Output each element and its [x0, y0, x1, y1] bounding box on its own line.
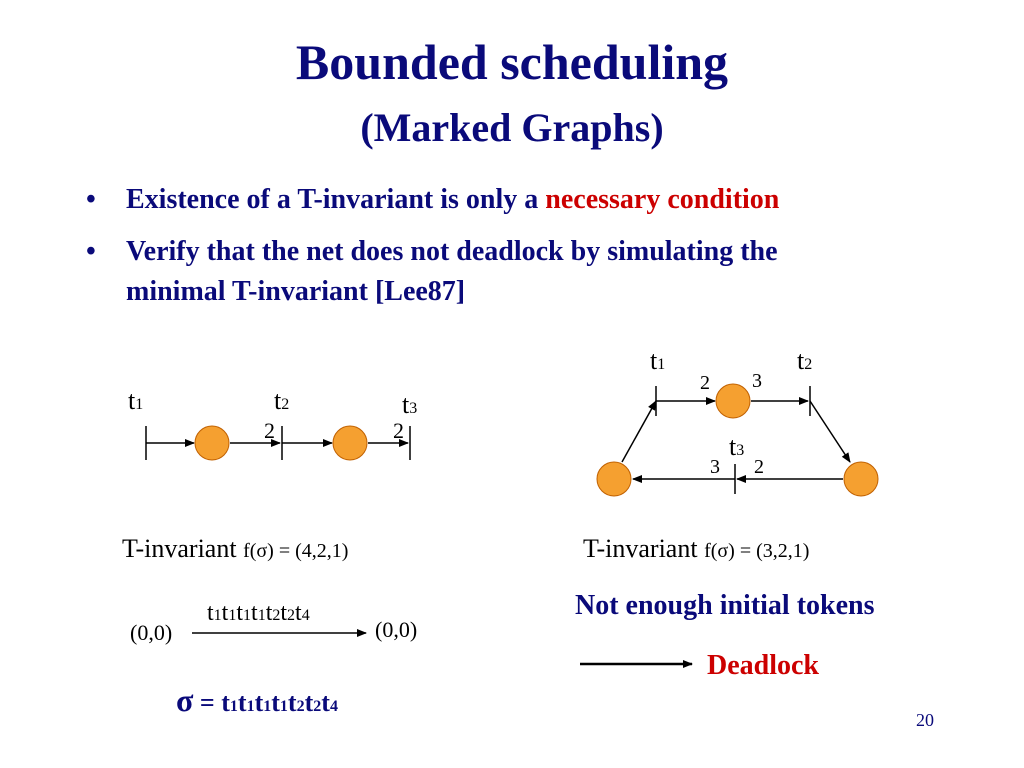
- right-t3-label: t3: [729, 432, 745, 461]
- seq-start-state: (0,0): [130, 620, 173, 645]
- left-net: [146, 426, 410, 460]
- right-arc-p2-t1: [622, 401, 656, 462]
- left-invariant: T-invariant f(σ) = (4,2,1): [122, 534, 349, 563]
- bullet-1-highlight: necessary condition: [545, 184, 780, 215]
- bullet-dot: •: [86, 184, 96, 215]
- page-number: 20: [916, 710, 934, 730]
- right-t1-label: t1: [650, 346, 666, 375]
- right-arc-t2-p3: [810, 401, 850, 462]
- firing-sequence: t1t1t1t1t2t2t4: [207, 600, 310, 626]
- bullet-dot: •: [86, 236, 96, 267]
- left-t3-label: t3: [402, 390, 418, 419]
- left-t1-label: t1: [128, 386, 144, 415]
- not-enough-tokens-note: Not enough initial tokens: [575, 590, 875, 621]
- right-weight-bottom-2: 2: [754, 456, 764, 478]
- deadlock-label: Deadlock: [707, 650, 819, 681]
- right-place-3: [844, 462, 878, 496]
- left-place-2: [333, 426, 367, 460]
- bullet-2-line-2: minimal T-invariant [Lee87]: [126, 276, 466, 307]
- right-t2-label: t2: [797, 346, 813, 375]
- slide-subtitle: (Marked Graphs): [360, 105, 664, 150]
- right-place-2: [597, 462, 631, 496]
- bullet-2-line-1: Verify that the net does not deadlock by simulating the: [126, 236, 778, 267]
- left-weight-2: 2: [393, 418, 404, 443]
- right-weight-top-1: 2: [700, 372, 710, 394]
- bullet-1-text: Existence of a T-invariant is only a: [126, 184, 546, 215]
- right-invariant: T-invariant f(σ) = (3,2,1): [583, 534, 810, 563]
- right-weight-top-2: 3: [752, 370, 762, 392]
- right-weight-bottom-1: 3: [710, 456, 720, 478]
- left-t2-label: t2: [274, 386, 290, 415]
- left-place-1: [195, 426, 229, 460]
- left-weight-1: 2: [264, 418, 275, 443]
- slide-title: Bounded scheduling: [295, 34, 729, 90]
- seq-end-state: (0,0): [375, 617, 418, 642]
- right-place-1: [716, 384, 750, 418]
- sigma-definition: σ = t1t1t1t1t2t2t4: [176, 682, 338, 718]
